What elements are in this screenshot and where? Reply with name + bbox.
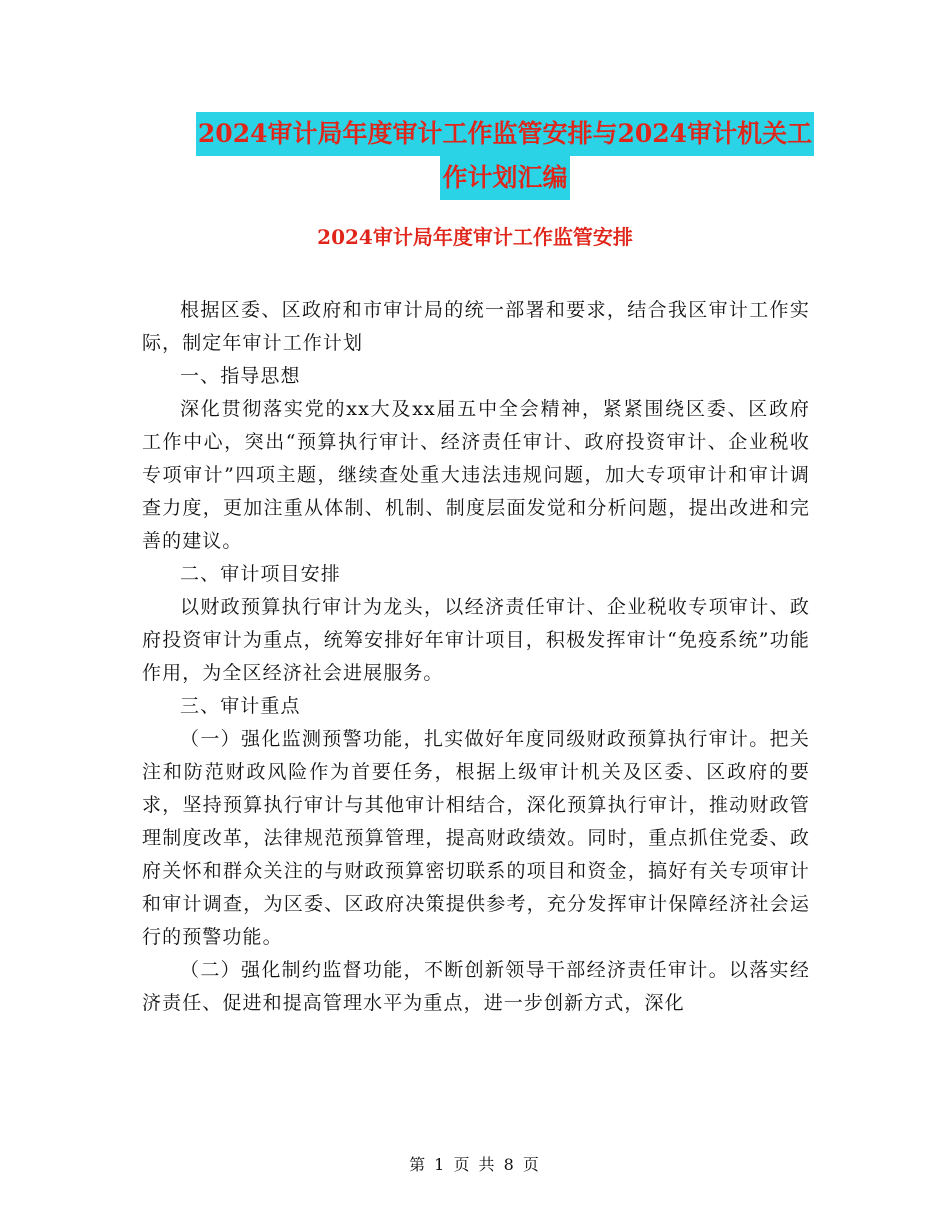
paragraph-focus-1: （一）强化监测预警功能，扎实做好年度同级财政预算执行审计。把关注和防范财政风险作为首要任务，根据上级审计机关及区委、区政府的要求，坚持预算执行审计与其他审计相结合，深化预算执行审计，推动财政管理制度改革，法律规范预算管理，提高财政绩效。同时，重点抓住党委、政府关怀和群众关注的与财政预算密切联系的项目和资金，搞好有关专项审计和审计调查，为区委、区政府决策提供参考，充分发挥审计保障经济社会运行的预警功能。 xyxy=(142,728,810,948)
paragraph-focus-2: （二）强化制约监督功能，不断创新领导干部经济责任审计。以落实经济责任、促进和提高管理水平为重点，进一步创新方式，深化 xyxy=(142,959,810,1014)
heading-audit-focus: 三、审计重点 xyxy=(180,695,301,717)
section-title: 2024审计局年度审计工作监管安排 xyxy=(317,225,633,249)
document-title xyxy=(100,112,910,200)
heading-guiding-thought: 一、指导思想 xyxy=(180,365,301,387)
page-number: 第 1 页 共 8 页 xyxy=(409,1155,541,1174)
title-line-2: 作计划汇编 xyxy=(440,156,569,200)
paragraph-intro: 根据区委、区政府和市审计局的统一部署和要求，结合我区审计工作实际，制定年审计工作计划 xyxy=(142,299,810,354)
document-body xyxy=(142,294,810,1020)
heading-project-arrangement: 二、审计项目安排 xyxy=(180,563,341,585)
paragraph-guiding-thought: 深化贯彻落实党的xx大及xx届五中全会精神，紧紧围绕区委、区政府工作中心，突出“预算执行审计、经济责任审计、政府投资审计、企业税收专项审计”四项主题，继续查处重大违法违规问题，加大专项审计和审计调查力度，更加注重从体制、机制、制度层面发觉和分析问题，提出改进和完善的建议。 xyxy=(142,398,810,552)
title-line-1: 2024审计局年度审计工作监管安排与2024审计机关工 xyxy=(196,112,814,156)
paragraph-project-arrangement: 以财政预算执行审计为龙头，以经济责任审计、企业税收专项审计、政府投资审计为重点，统筹安排好年审计项目，积极发挥审计“免疫系统”功能作用，为全区经济社会进展服务。 xyxy=(142,596,810,684)
